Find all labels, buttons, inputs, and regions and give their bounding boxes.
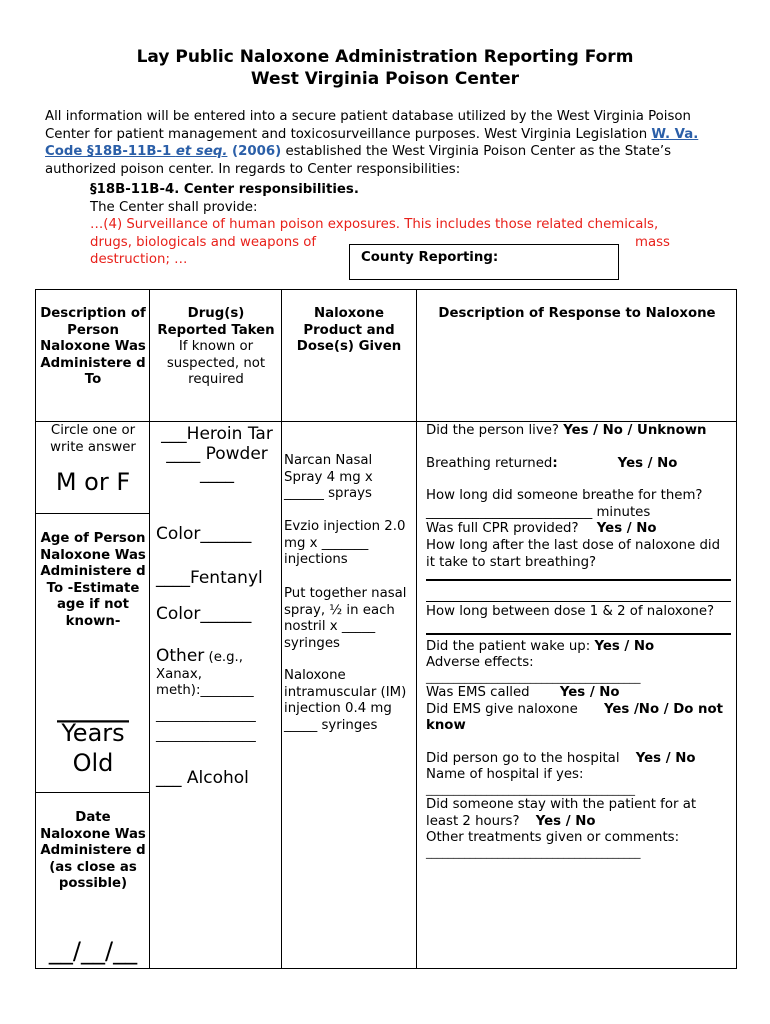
header-person: Description of Person Naloxone Was Administere d To (40, 306, 146, 388)
q-hospital-name: Name of hospital if yes: (426, 767, 584, 783)
header-drugs (154, 306, 278, 389)
q-live-text: Did the person live? (426, 423, 564, 438)
q-wake-options[interactable]: Yes / No (594, 638, 655, 654)
drug-other-line-2[interactable]: _______________ (156, 728, 256, 743)
title-line-2: West Virginia Poison Center (250, 69, 520, 89)
q-live[interactable] (426, 423, 731, 440)
intro-paragraph (45, 108, 725, 178)
header-response: Description of Response to Naloxone (438, 306, 716, 321)
sex-field[interactable]: M or F (55, 468, 131, 496)
surveillance-mass: mass (635, 235, 670, 250)
drug-fentanyl[interactable]: ____Fentanyl (156, 568, 263, 588)
age-label: Age of Person Naloxone Was Administere d To -Estimate age if not known- (40, 531, 146, 629)
drug-other-line-1[interactable]: _______________ (156, 708, 256, 723)
response-area (426, 423, 731, 858)
title-line-1: Lay Public Naloxone Administration Reporting Form (136, 47, 634, 67)
drug-other-label: Other (156, 646, 205, 666)
q-ems-options[interactable]: Yes / No (559, 684, 620, 700)
intro-text-b: established the West Virginia Poison Center as the State’s authorized poison center. In regards to Center responsibilities: (45, 144, 672, 177)
q-adverse: Adverse effects: (426, 655, 534, 671)
q-ems-text: Was EMS called (426, 684, 534, 700)
drug-fentanyl-color[interactable]: Color______ (156, 604, 252, 624)
date-blank[interactable]: __/__/__ (48, 937, 138, 965)
intro-text-a: All information will be entered into a secure patient database utilized by the West Virginia Poison Center for patient management and toxicosurveillance purposes. West Virginia Legislation (45, 109, 691, 142)
header-divider (36, 421, 736, 422)
surveillance-line-2: drugs, biologicals and weapons of (90, 234, 317, 250)
date-label: Date Naloxone Was Administere d (as close as possible) (40, 810, 146, 892)
form-title (0, 46, 770, 90)
col-divider-2 (281, 290, 282, 968)
county-reporting-label: County Reporting: (361, 250, 499, 265)
q-breathing-text: Breathing returned (426, 455, 553, 471)
drug-heroin-color[interactable]: Color______ (156, 524, 252, 544)
q-between-line[interactable] (426, 621, 731, 635)
surveillance-line-1: …(4) Surveillance of human poison exposures. This includes those related chemicals, (90, 217, 659, 232)
col-divider-1 (149, 290, 150, 968)
q-cpr-text: Was full CPR provided? (426, 521, 583, 537)
q-stay[interactable] (426, 797, 731, 830)
q-ems[interactable] (426, 685, 731, 702)
dose-put-together[interactable]: Put together nasal spray, ½ in each nostril x _____ syringes (284, 586, 407, 651)
q-breathing[interactable] (426, 456, 731, 473)
q-wake[interactable] (426, 639, 731, 656)
q-breathing-colon: : (552, 455, 558, 471)
dose-evzio[interactable]: Evzio injection 2.0 mg x _______ injections (284, 519, 406, 568)
age-blank[interactable]: ______ (57, 695, 129, 723)
q-cpr-options[interactable]: Yes / No (596, 521, 657, 537)
code-link-et-seq[interactable]: et seq. (175, 144, 228, 159)
surveillance-line-3: destruction; … (90, 252, 188, 267)
q-hospital-line[interactable]: ______________________________________ (426, 782, 635, 796)
q-ems-give[interactable] (426, 702, 731, 735)
years-old: Years Old (61, 719, 125, 777)
circle-instruction: Circle one or write answer (50, 423, 136, 455)
header-naloxone-product: Naloxone Product and Dose(s) Given (296, 306, 402, 355)
q-cpr[interactable] (426, 521, 731, 538)
q-last-dose-line-2[interactable] (426, 581, 731, 602)
drug-alcohol[interactable]: ___ Alcohol (156, 768, 249, 788)
drug-other[interactable] (156, 646, 278, 700)
q-live-options[interactable]: Yes / No / Unknown (563, 423, 707, 438)
dose-narcan[interactable]: Narcan Nasal Spray 4 mg x ______ sprays (284, 453, 373, 502)
report-table (35, 289, 737, 969)
q-ems-give-text: Did EMS give naloxone (426, 701, 582, 717)
q-between: How long between dose 1 & 2 of naloxone? (426, 604, 715, 620)
q-stay-options[interactable]: Yes / No (535, 813, 596, 829)
q-hospital-text: Did person go to the hospital (426, 750, 624, 766)
q-hospital[interactable] (426, 751, 731, 768)
drug-heroin[interactable]: ___Heroin Tar ____ Powder ____ (161, 424, 273, 484)
dose-intramuscular[interactable]: Naloxone intramuscular (IM) injection 0.4 mg _____ syringes (284, 668, 407, 733)
q-how-long-minutes[interactable]: _________________________ minutes (426, 504, 651, 520)
q-ems-give-options[interactable]: Yes /No / Do not know (426, 701, 723, 734)
header-drugs-title: Drug(s) Reported Taken (157, 306, 275, 338)
drug-other-examples: (e.g., Xanax, meth):________ (156, 650, 254, 699)
code-link-text[interactable]: W. Va. Code §18B-11B-1 (45, 126, 699, 159)
q-other-line[interactable]: _______________________________________ (426, 845, 641, 859)
q-other-treatments: Other treatments given or comments: (426, 830, 680, 846)
q-wake-text: Did the patient wake up: (426, 638, 595, 654)
col-divider-3 (416, 290, 417, 968)
county-reporting-box[interactable] (349, 244, 619, 280)
q-stay-text: Did someone stay with the patient for at least 2 hours? (426, 796, 697, 829)
code-year: (2006) (227, 144, 282, 159)
section-line: The Center shall provide: (90, 199, 258, 215)
q-how-long: How long did someone breathe for them? (426, 488, 703, 504)
q-hospital-options[interactable]: Yes / No (635, 750, 696, 766)
col1-divider-b (36, 792, 149, 793)
q-last-dose-line[interactable] (426, 571, 731, 581)
col1-divider-a (36, 513, 149, 514)
q-breathing-options[interactable]: Yes / No (617, 455, 678, 471)
q-last-dose: How long after the last dose of naloxone did it take to start breathing? (426, 537, 721, 570)
header-drugs-sub: If known or suspected, not required (166, 339, 266, 388)
section-heading: §18B-11B-4. Center responsibilities. (90, 182, 359, 197)
q-adverse-line[interactable]: _______________________________________ (426, 670, 641, 684)
